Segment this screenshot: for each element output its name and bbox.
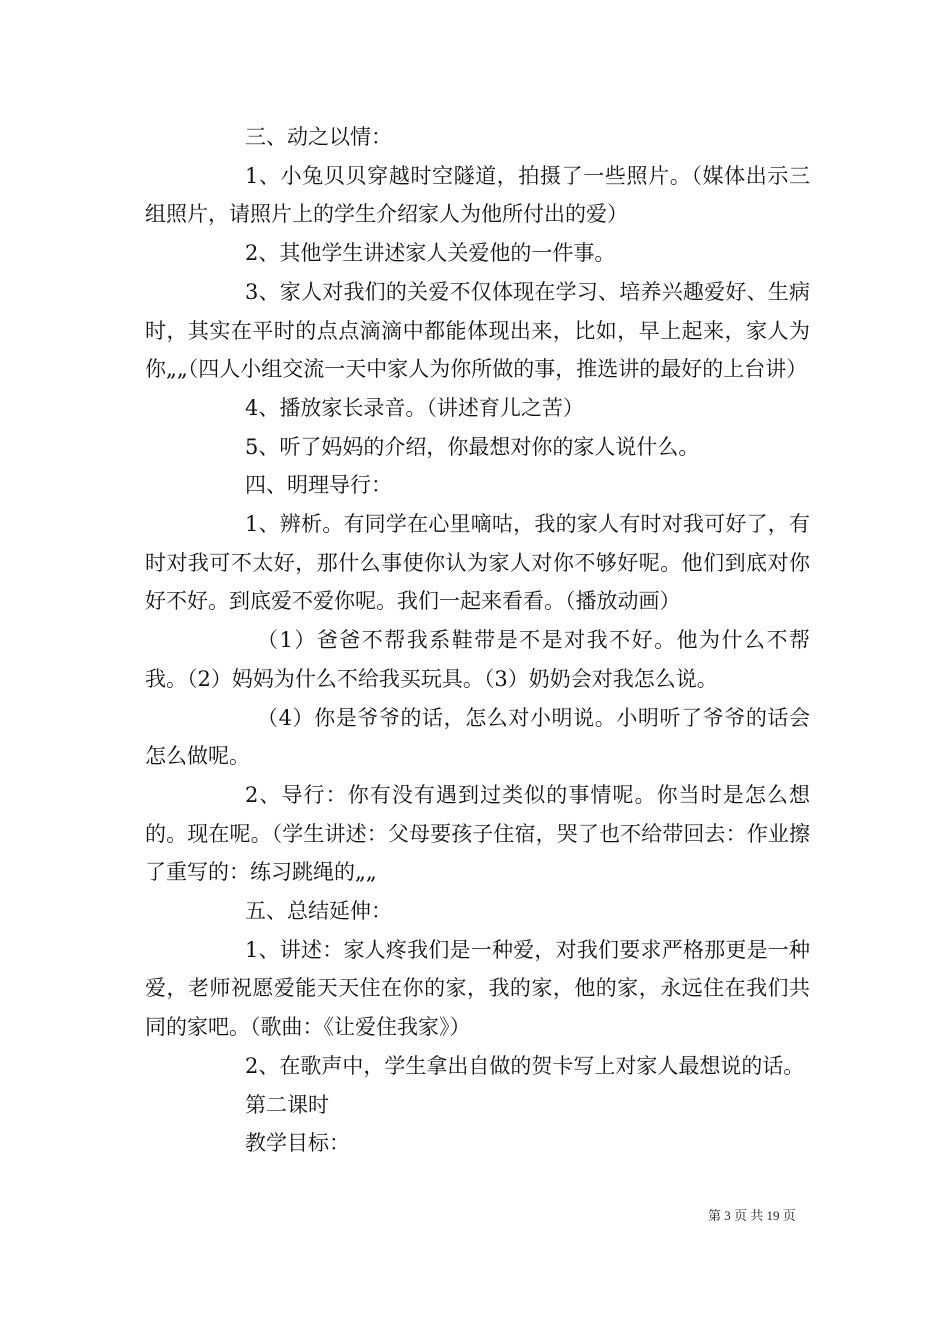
section-heading-4: 四、明理导行： (245, 473, 392, 498)
lesson-heading: 第二课时 (245, 1092, 329, 1117)
paragraph: 1、讲述：家人疼我们是一种爱，对我们要求严格那更是一种爱，老师祝愿爱能天天住在你的家，我的家，他的家，永远住在我们共同的家吧。（歌曲：《让爱住我家》） (145, 937, 810, 1040)
paragraph: 1、小兔贝贝穿越时空隧道，拍摄了一些照片。（媒体出示三组照片，请照片上的学生介绍家人为他所付出的爱） (145, 163, 810, 227)
paragraph: 4、播放家长录音。（讲述育儿之苦） (245, 395, 584, 420)
paragraph: 2、在歌声中，学生拿出自做的贺卡写上对家人最想说的话。 (245, 1053, 805, 1078)
paragraph: 1、辨析。有同学在心里嘀咕，我的家人有时对我可好了，有时对我可不太好，那什么事使你认为家人对你不够好呢。他们到底对你好不好。到底爱不爱你呢。我们一起来看看。（播放动画） (145, 512, 810, 614)
paragraph: 2、其他学生讲述家人关爱他的一件事。 (245, 241, 616, 266)
page-number-footer: 第 3 页 共 19 页 (708, 1208, 796, 1223)
objectives-heading: 教学目标： (245, 1131, 350, 1156)
paragraph: 3、家人对我们的关爱不仅体现在学习、培养兴趣爱好、生病时，其实在平时的点点滴滴中都能体现出来，比如，早上起来，家人为你„„（四人小组交流一天中家人为你所做的事，推选讲的最好的上台讲） (145, 279, 810, 382)
paragraph: 5、听了妈妈的介绍，你最想对你的家人说什么。 (245, 434, 700, 459)
section-heading-3: 三、动之以情： (245, 125, 392, 149)
paragraph: （1）爸爸不帮我系鞋带是不是对我不好。他为什么不帮我。（2）妈妈为什么不给我买玩具。（3）奶奶会对我怎么说。 (145, 628, 810, 691)
section-heading-5: 五、总结延伸： (245, 899, 392, 924)
paragraph: （4）你是爷爷的话，怎么对小明说。小明听了爷爷的话会怎么做呢。 (145, 705, 810, 769)
document-body (145, 118, 810, 1163)
paragraph: 2、导行：你有没有遇到过类似的事情呢。你当时是怎么想的。现在呢。（学生讲述：父母要孩子住宿，哭了也不给带回去：作业擦了重写的：练习跳绳的„„ (145, 782, 810, 885)
